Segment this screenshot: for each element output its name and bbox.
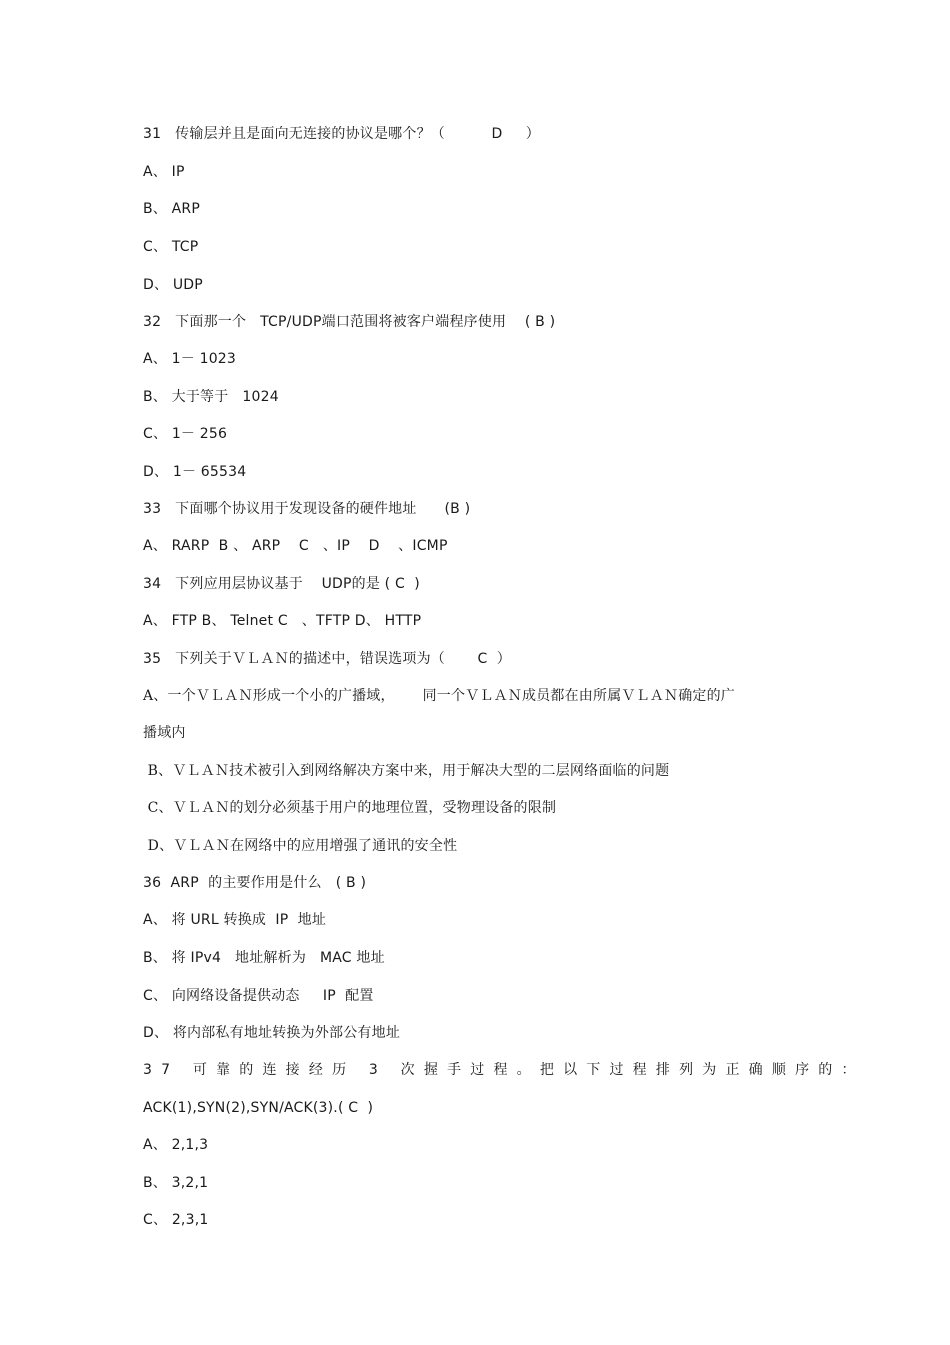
q35-option-b: B、ＶＬＡＮ技术被引入到网络解决方案中来，用于解决大型的二层网络面临的问题 bbox=[143, 763, 670, 779]
q32-option-c: C、 1－ 256 bbox=[143, 426, 228, 442]
question-37-cont: ACK(1),SYN(2),SYN/ACK(3).( C ) bbox=[143, 1100, 374, 1116]
q32-option-b: B、 大于等于 1024 bbox=[143, 389, 279, 405]
q32-option-d: D、 1－ 65534 bbox=[143, 464, 247, 480]
q37-option-c: C、 2,3,1 bbox=[143, 1212, 209, 1228]
question-35: 35 下列关于ＶＬＡＮ的描述中，错误选项为（ C ） bbox=[143, 651, 511, 667]
q35-option-a-cont: 播域内 bbox=[143, 725, 186, 741]
q36-option-c: C、 向网络设备提供动态 IP 配置 bbox=[143, 988, 374, 1004]
q35-option-d: D、ＶＬＡＮ在网络中的应用增强了通讯的安全性 bbox=[143, 838, 458, 854]
q37-option-a: A、 2,1,3 bbox=[143, 1137, 209, 1153]
q31-option-c: C、 TCP bbox=[143, 239, 199, 255]
q32-option-a: A、 1－ 1023 bbox=[143, 351, 237, 367]
question-36: 36 ARP 的主要作用是什么 ( B ) bbox=[143, 875, 367, 891]
q35-option-a: A、一个ＶＬＡＮ形成一个小的广播域， 同一个ＶＬＡＮ成员都在由所属ＶＬＡＮ确定的广 bbox=[143, 688, 736, 704]
question-33: 33 下面哪个协议用于发现设备的硬件地址 (B ) bbox=[143, 501, 471, 517]
q34-options: A、 FTP B、 Telnet C 、TFTP D、 HTTP bbox=[143, 613, 422, 629]
q31-option-a: A、 IP bbox=[143, 164, 185, 180]
q36-option-d: D、 将内部私有地址转换为外部公有地址 bbox=[143, 1025, 401, 1041]
q33-options: A、 RARP B 、 ARP C 、IP D 、ICMP bbox=[143, 538, 448, 554]
q37-option-b: B、 3,2,1 bbox=[143, 1175, 209, 1191]
q36-option-b: B、 将 IPv4 地址解析为 MAC 地址 bbox=[143, 950, 385, 966]
question-34: 34 下列应用层协议基于 UDP的是 ( C ) bbox=[143, 576, 420, 592]
q31-option-d: D、 UDP bbox=[143, 277, 203, 293]
q35-option-c: C、ＶＬＡＮ的划分必须基于用户的地理位置，受物理设备的限制 bbox=[143, 800, 557, 816]
question-37: 37 可靠的连接经历 3 次握手过程。把以下过程排列为正确顺序的： bbox=[143, 1062, 865, 1078]
question-32: 32 下面那一个 TCP/UDP端口范围将被客户端程序使用 ( B ) bbox=[143, 314, 556, 330]
question-31: 31 传输层并且是面向无连接的协议是哪个？（ D ） bbox=[143, 126, 540, 142]
q31-option-b: B、 ARP bbox=[143, 201, 201, 217]
q36-option-a: A、 将 URL 转换成 IP 地址 bbox=[143, 912, 327, 928]
